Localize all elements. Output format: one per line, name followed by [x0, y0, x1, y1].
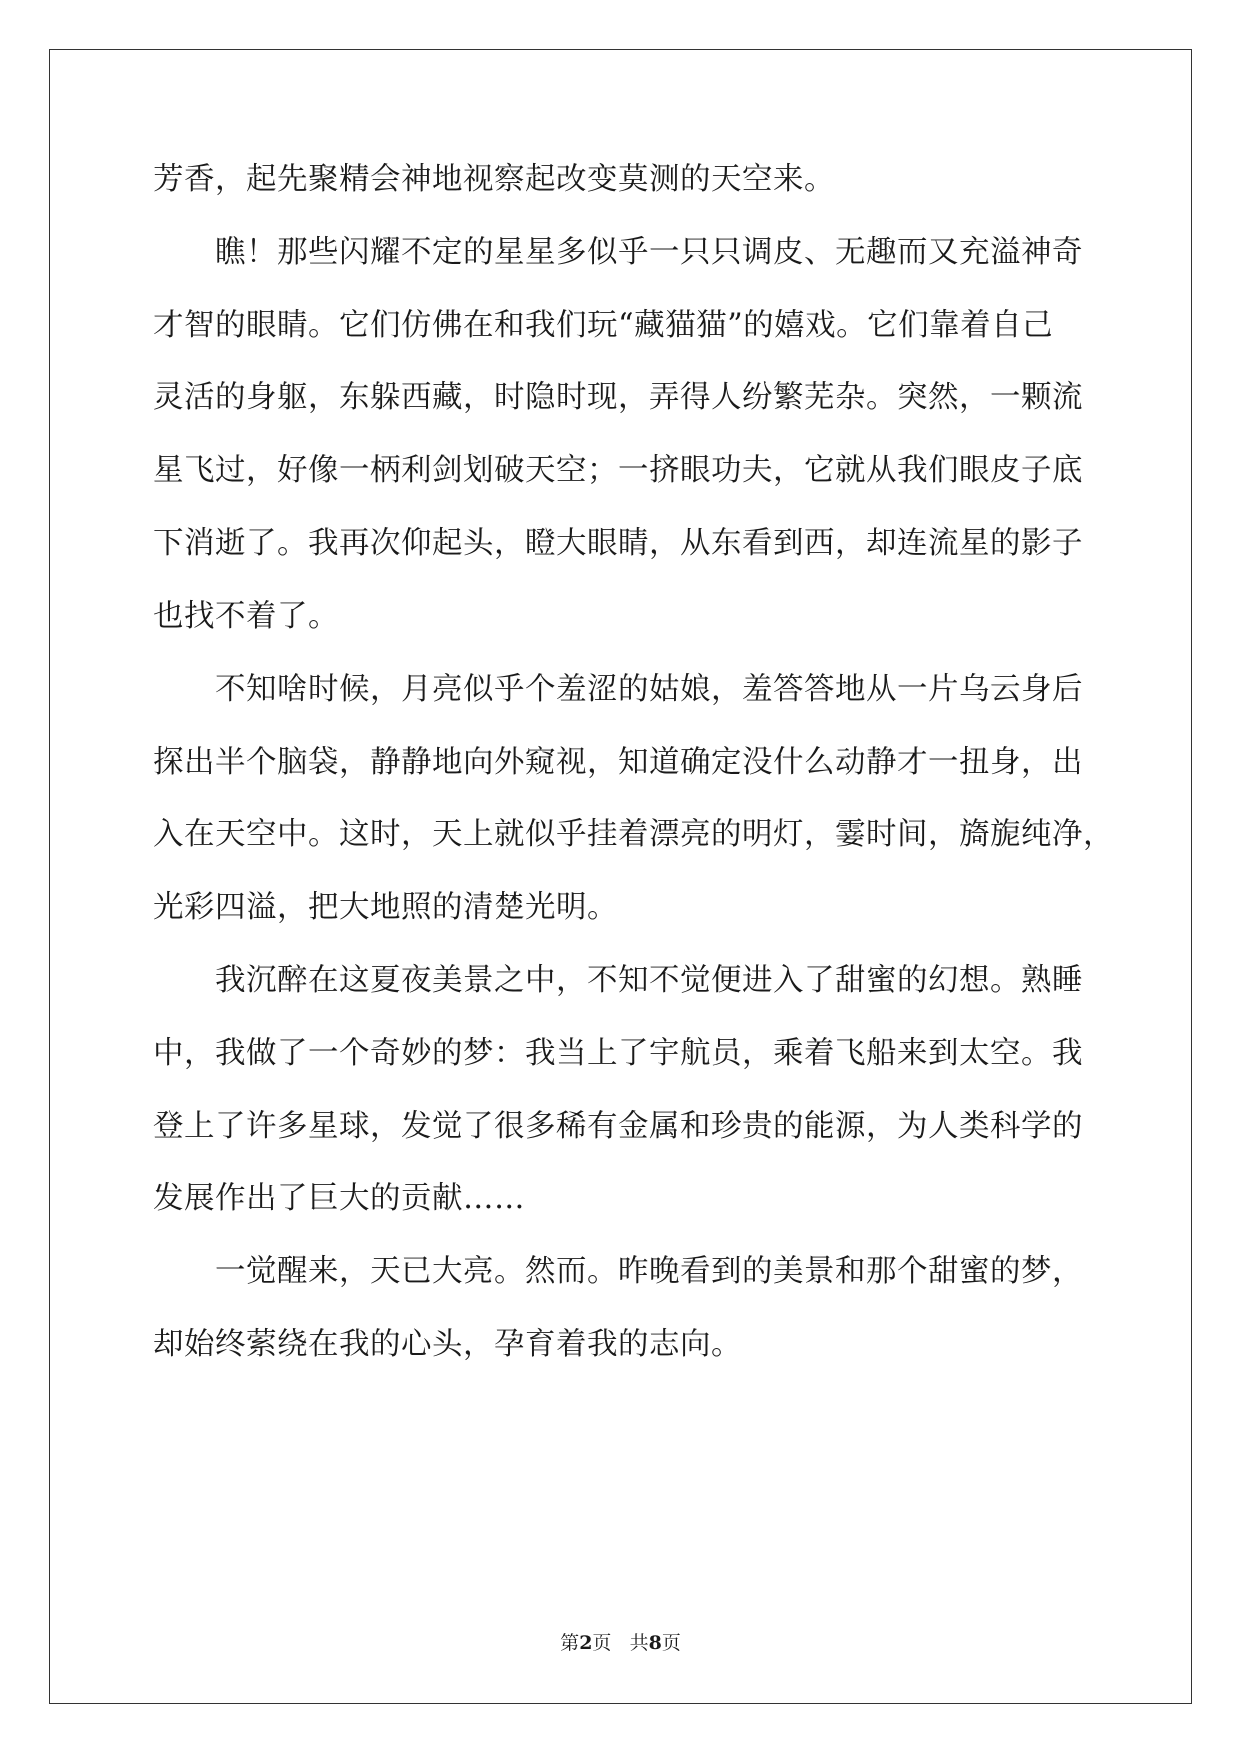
- text-line: 下消逝了。我再次仰起头，瞪大眼睛，从东看到西，却连流星的影子: [153, 526, 1083, 561]
- text-line: 芳香，起先聚精会神地视察起改变莫测的天空来。: [153, 162, 835, 197]
- text-line: 也找不着了。: [153, 599, 339, 634]
- text-line: 发展作出了巨大的贡献……: [153, 1181, 525, 1216]
- page-label-prefix: 第: [560, 1632, 580, 1654]
- text-line: 灵活的身躯，东躲西藏，时隐时现，弄得人纷繁芜杂。突然，一颗流: [153, 380, 1083, 415]
- paragraph-start: 一觉醒来，天已大亮。然而。昨晚看到的美景和那个甜蜜的梦，: [215, 1254, 1083, 1289]
- total-label-prefix: 共: [629, 1632, 649, 1654]
- page-label-suffix: 页: [592, 1632, 612, 1654]
- total-label-suffix: 页: [661, 1632, 681, 1654]
- paragraph-start: 瞧！那些闪耀不定的星星多似乎一只只调皮、无趣而又充溢神奇: [215, 235, 1083, 270]
- paragraph-start: 不知啥时候，月亮似乎个羞涩的姑娘，羞答答地从一片乌云身后: [215, 672, 1083, 707]
- text-line: 入在天空中。这时，天上就似乎挂着漂亮的明灯，霎时间，旖旎纯净，: [153, 817, 1114, 852]
- page-number: 2: [579, 1632, 593, 1654]
- text-line: 星飞过，好像一柄利剑划破天空；一挤眼功夫，它就从我们眼皮子底: [153, 453, 1083, 488]
- text-line: 才智的眼睛。它们仿佛在和我们玩“藏猫猫”的嬉戏。它们靠着自己: [153, 308, 1054, 343]
- text-line: 探出半个脑袋，静静地向外窥视，知道确定没什么动静才一扭身，出: [153, 745, 1083, 780]
- text-line: 中，我做了一个奇妙的梦：我当上了宇航员，乘着飞船来到太空。我: [153, 1036, 1083, 1071]
- text-line: 登上了许多星球，发觉了很多稀有金属和珍贵的能源，为人类科学的: [153, 1109, 1083, 1144]
- text-line: 光彩四溢，把大地照的清楚光明。: [153, 890, 618, 925]
- paragraph-start: 我沉醉在这夏夜美景之中，不知不觉便进入了甜蜜的幻想。熟睡: [215, 963, 1083, 998]
- page-footer: [0, 1631, 1241, 1655]
- text-line: 却始终萦绕在我的心头，孕育着我的志向。: [153, 1327, 742, 1362]
- page-border: [49, 49, 1192, 1704]
- total-pages: 8: [648, 1632, 662, 1654]
